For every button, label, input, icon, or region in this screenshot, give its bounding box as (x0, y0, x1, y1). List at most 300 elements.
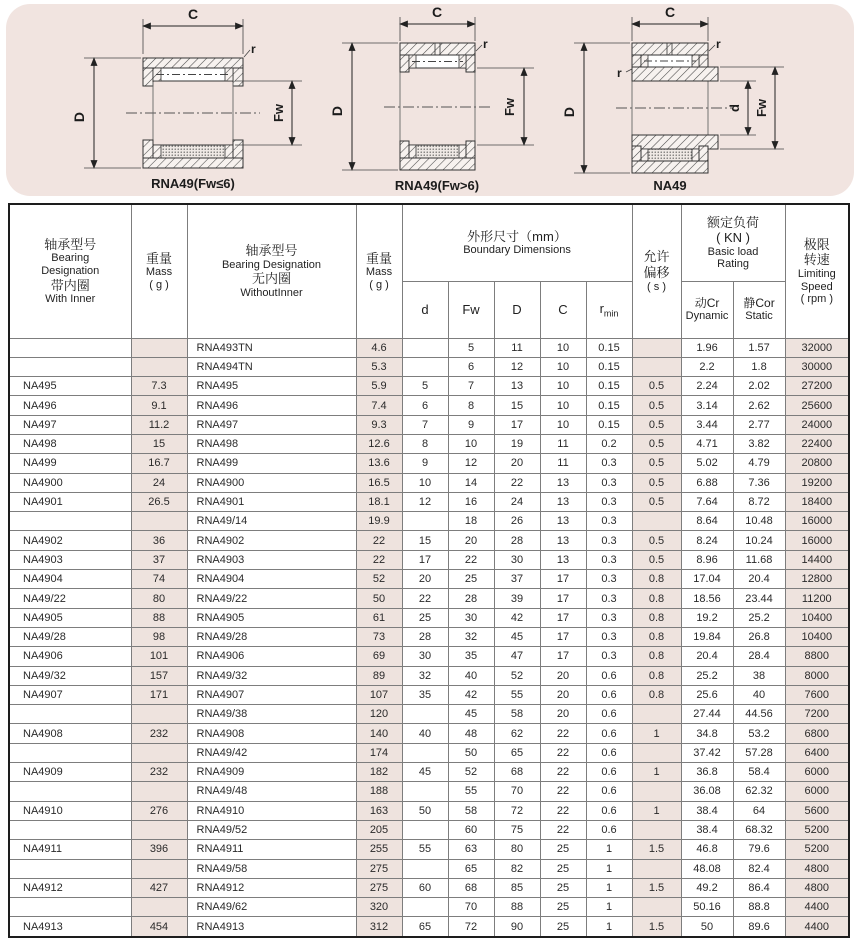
cell-mass-without-inner: 16.5 (356, 473, 402, 492)
cell-rmin: 0.3 (586, 647, 632, 666)
cell-cr-dynamic: 36.8 (681, 763, 733, 782)
cell-cr-dynamic: 36.08 (681, 782, 733, 801)
cell-s: 0.5 (632, 531, 681, 550)
cell-s: 0.8 (632, 570, 681, 589)
cell-d: 45 (402, 763, 448, 782)
cell-cor-static: 82.4 (733, 859, 785, 878)
cell-mass-with-inner: 36 (131, 531, 187, 550)
cell-fw: 6 (448, 357, 494, 376)
table-row (9, 589, 849, 608)
cell-with-inner: NA495 (9, 377, 131, 396)
cell-cr-dynamic: 50 (681, 917, 733, 937)
cell-mass-without-inner: 5.3 (356, 357, 402, 376)
cell-rmin: 0.3 (586, 589, 632, 608)
cell-mass-without-inner: 205 (356, 820, 402, 839)
cell-without-inner: RNA495 (187, 377, 356, 396)
cell-mass-without-inner: 50 (356, 589, 402, 608)
cell-d: 30 (402, 647, 448, 666)
cell-cr-dynamic: 18.56 (681, 589, 733, 608)
table-row (9, 396, 849, 415)
cell-C: 25 (540, 917, 586, 937)
table-row (9, 898, 849, 917)
cell-mass-without-inner: 275 (356, 859, 402, 878)
cell-cor-static: 57.28 (733, 743, 785, 762)
cell-without-inner: RNA4903 (187, 550, 356, 569)
cell-with-inner: NA4904 (9, 570, 131, 589)
header-mass-with-inner: 重量 Mass ( g ) (131, 204, 187, 338)
cell-fw: 30 (448, 608, 494, 627)
cell-C: 22 (540, 724, 586, 743)
cell-rpm: 10400 (785, 608, 849, 627)
cell-rmin: 0.3 (586, 512, 632, 531)
cell-mass-with-inner (131, 898, 187, 917)
header-boundary-dimensions: 外形尺寸（mm） Boundary Dimensions (402, 204, 632, 281)
cell-cr-dynamic: 4.71 (681, 434, 733, 453)
cell-with-inner: NA4905 (9, 608, 131, 627)
cell-cor-static: 64 (733, 801, 785, 820)
cell-without-inner: RNA493TN (187, 338, 356, 357)
cell-fw: 8 (448, 396, 494, 415)
cell-without-inner: RNA49/62 (187, 898, 356, 917)
cell-without-inner: RNA49/32 (187, 666, 356, 685)
cell-rpm: 25600 (785, 396, 849, 415)
cell-D: 17 (494, 415, 540, 434)
cell-C: 13 (540, 531, 586, 550)
cell-cr-dynamic: 2.24 (681, 377, 733, 396)
cell-rmin: 0.6 (586, 743, 632, 762)
dim-label-fw: Fw (502, 97, 517, 117)
cell-rpm: 32000 (785, 338, 849, 357)
cell-without-inner: RNA4902 (187, 531, 356, 550)
cell-with-inner: NA49/32 (9, 666, 131, 685)
cell-s: 0.5 (632, 434, 681, 453)
cell-fw: 70 (448, 898, 494, 917)
header-dim-fw: Fw (448, 281, 494, 338)
cell-fw: 63 (448, 840, 494, 859)
cell-C: 11 (540, 434, 586, 453)
cell-without-inner: RNA4904 (187, 570, 356, 589)
table-row (9, 377, 849, 396)
cell-C: 10 (540, 396, 586, 415)
cell-mass-without-inner: 163 (356, 801, 402, 820)
cell-rmin: 0.3 (586, 454, 632, 473)
cell-rpm: 27200 (785, 377, 849, 396)
cell-mass-with-inner: 15 (131, 434, 187, 453)
cell-C: 20 (540, 685, 586, 704)
cell-with-inner (9, 820, 131, 839)
dim-label-c: C (187, 6, 199, 22)
cell-D: 13 (494, 377, 540, 396)
cell-s: 0.8 (632, 627, 681, 646)
cell-cor-static: 62.32 (733, 782, 785, 801)
cell-d: 17 (402, 550, 448, 569)
cell-d: 28 (402, 627, 448, 646)
cell-D: 30 (494, 550, 540, 569)
cell-cor-static: 28.4 (733, 647, 785, 666)
table-row (9, 878, 849, 897)
cell-D: 15 (494, 396, 540, 415)
header-without-inner: 轴承型号 Bearing Designation 无内圈 WithoutInner (187, 204, 356, 338)
cell-without-inner: RNA498 (187, 434, 356, 453)
cell-fw: 35 (448, 647, 494, 666)
cell-without-inner: RNA49/42 (187, 743, 356, 762)
dim-label-r: r (483, 37, 488, 51)
cell-mass-with-inner (131, 859, 187, 878)
table-row (9, 415, 849, 434)
header-dim-C: C (540, 281, 586, 338)
cell-mass-with-inner: 16.7 (131, 454, 187, 473)
cell-C: 22 (540, 743, 586, 762)
cell-rmin: 0.3 (586, 473, 632, 492)
cell-D: 45 (494, 627, 540, 646)
cell-fw: 65 (448, 859, 494, 878)
cell-cr-dynamic: 27.44 (681, 705, 733, 724)
cell-C: 25 (540, 840, 586, 859)
cell-mass-without-inner: 9.3 (356, 415, 402, 434)
cell-rpm: 12800 (785, 570, 849, 589)
cell-C: 11 (540, 454, 586, 473)
cell-fw: 18 (448, 512, 494, 531)
cell-fw: 14 (448, 473, 494, 492)
cell-cor-static: 10.24 (733, 531, 785, 550)
cell-fw: 45 (448, 705, 494, 724)
cell-rpm: 10400 (785, 627, 849, 646)
cell-s (632, 338, 681, 357)
dim-label-d-outer: D (329, 105, 345, 117)
cell-with-inner (9, 705, 131, 724)
cell-mass-without-inner: 7.4 (356, 396, 402, 415)
cell-mass-with-inner: 454 (131, 917, 187, 937)
cell-cor-static: 25.2 (733, 608, 785, 627)
cell-cr-dynamic: 38.4 (681, 801, 733, 820)
cell-with-inner: NA4909 (9, 763, 131, 782)
cell-fw: 40 (448, 666, 494, 685)
cell-D: 62 (494, 724, 540, 743)
cell-s (632, 743, 681, 762)
cell-cor-static: 2.02 (733, 377, 785, 396)
cell-cor-static: 44.56 (733, 705, 785, 724)
cell-with-inner: NA4913 (9, 917, 131, 937)
cell-without-inner: RNA499 (187, 454, 356, 473)
cell-D: 20 (494, 454, 540, 473)
cell-C: 25 (540, 859, 586, 878)
cell-without-inner: RNA49/14 (187, 512, 356, 531)
table-row (9, 840, 849, 859)
cell-with-inner: NA4900 (9, 473, 131, 492)
cell-mass-without-inner: 52 (356, 570, 402, 589)
table-row (9, 647, 849, 666)
cell-mass-with-inner: 232 (131, 724, 187, 743)
cell-with-inner: NA4912 (9, 878, 131, 897)
cell-mass-without-inner: 61 (356, 608, 402, 627)
cell-D: 58 (494, 705, 540, 724)
cell-fw: 9 (448, 415, 494, 434)
cell-mass-without-inner: 120 (356, 705, 402, 724)
cell-without-inner: RNA49/28 (187, 627, 356, 646)
cell-cor-static: 10.48 (733, 512, 785, 531)
cell-with-inner: NA49/28 (9, 627, 131, 646)
header-dim-D: D (494, 281, 540, 338)
cell-without-inner: RNA4906 (187, 647, 356, 666)
header-with-inner: 轴承型号 Bearing Designation 带内圈 With Inner (9, 204, 131, 338)
cell-mass-without-inner: 4.6 (356, 338, 402, 357)
cell-rpm: 4800 (785, 878, 849, 897)
diagram-caption-rna49-large: RNA49(Fw>6) (394, 178, 480, 193)
cell-d: 35 (402, 685, 448, 704)
cell-rpm: 5200 (785, 840, 849, 859)
cell-without-inner: RNA49/48 (187, 782, 356, 801)
cell-D: 47 (494, 647, 540, 666)
cell-rpm: 6000 (785, 763, 849, 782)
cell-D: 80 (494, 840, 540, 859)
cell-with-inner: NA4901 (9, 492, 131, 511)
table-row (9, 570, 849, 589)
cell-rmin: 0.3 (586, 531, 632, 550)
cell-cr-dynamic: 17.04 (681, 570, 733, 589)
table-row (9, 724, 849, 743)
cell-rmin: 1 (586, 859, 632, 878)
cell-rmin: 0.6 (586, 705, 632, 724)
cell-d: 8 (402, 434, 448, 453)
table-row (9, 820, 849, 839)
cell-s: 0.5 (632, 550, 681, 569)
cell-cr-dynamic: 49.2 (681, 878, 733, 897)
table-row (9, 473, 849, 492)
cell-s: 0.8 (632, 647, 681, 666)
cell-rpm: 6800 (785, 724, 849, 743)
cell-cr-dynamic: 7.64 (681, 492, 733, 511)
cell-mass-with-inner: 396 (131, 840, 187, 859)
cell-s (632, 859, 681, 878)
cell-D: 85 (494, 878, 540, 897)
cell-fw: 32 (448, 627, 494, 646)
cell-d (402, 338, 448, 357)
table-row (9, 743, 849, 762)
table-body (9, 338, 849, 937)
cell-C: 13 (540, 512, 586, 531)
dim-label-d-outer: D (561, 106, 577, 118)
cell-rpm: 7200 (785, 705, 849, 724)
cell-d: 5 (402, 377, 448, 396)
cell-rpm: 4800 (785, 859, 849, 878)
cell-C: 13 (540, 473, 586, 492)
cell-mass-with-inner (131, 512, 187, 531)
cell-with-inner: NA4911 (9, 840, 131, 859)
cell-rpm: 20800 (785, 454, 849, 473)
cell-mass-without-inner: 188 (356, 782, 402, 801)
cell-rmin: 0.15 (586, 357, 632, 376)
cell-fw: 12 (448, 454, 494, 473)
cell-cr-dynamic: 8.64 (681, 512, 733, 531)
cell-mass-with-inner (131, 820, 187, 839)
cell-mass-with-inner (131, 705, 187, 724)
cell-C: 10 (540, 357, 586, 376)
cell-D: 42 (494, 608, 540, 627)
cell-rpm: 6400 (785, 743, 849, 762)
cell-s: 0.8 (632, 589, 681, 608)
cell-without-inner: RNA4910 (187, 801, 356, 820)
cell-mass-with-inner: 7.3 (131, 377, 187, 396)
cell-cor-static: 58.4 (733, 763, 785, 782)
cell-d (402, 898, 448, 917)
table-row (9, 338, 849, 357)
cell-C: 17 (540, 647, 586, 666)
header-misalignment: 允许 偏移 ( s ) (632, 204, 681, 338)
cell-cor-static: 79.6 (733, 840, 785, 859)
cell-rmin: 0.6 (586, 763, 632, 782)
cell-cr-dynamic: 8.96 (681, 550, 733, 569)
cell-D: 65 (494, 743, 540, 762)
cell-D: 90 (494, 917, 540, 937)
cell-rmin: 0.6 (586, 820, 632, 839)
cell-without-inner: RNA49/52 (187, 820, 356, 839)
cell-mass-without-inner: 69 (356, 647, 402, 666)
cell-C: 22 (540, 801, 586, 820)
cell-D: 70 (494, 782, 540, 801)
cell-cor-static: 26.8 (733, 627, 785, 646)
cell-fw: 16 (448, 492, 494, 511)
cell-without-inner: RNA49/58 (187, 859, 356, 878)
cell-rpm: 6000 (785, 782, 849, 801)
dim-label-d-outer: D (71, 111, 87, 123)
cell-rpm: 7600 (785, 685, 849, 704)
cell-mass-with-inner: 80 (131, 589, 187, 608)
cell-s (632, 898, 681, 917)
cell-without-inner: RNA4905 (187, 608, 356, 627)
cell-C: 13 (540, 550, 586, 569)
table-row (9, 917, 849, 937)
cell-D: 37 (494, 570, 540, 589)
table-row (9, 512, 849, 531)
cell-without-inner: RNA4900 (187, 473, 356, 492)
table-row (9, 763, 849, 782)
cell-cr-dynamic: 20.4 (681, 647, 733, 666)
cell-D: 11 (494, 338, 540, 357)
table-row (9, 357, 849, 376)
cell-cor-static: 53.2 (733, 724, 785, 743)
cell-mass-without-inner: 312 (356, 917, 402, 937)
cell-with-inner (9, 512, 131, 531)
cell-with-inner: NA497 (9, 415, 131, 434)
cell-mass-with-inner: 74 (131, 570, 187, 589)
cell-C: 17 (540, 627, 586, 646)
cell-cor-static: 2.77 (733, 415, 785, 434)
cell-s (632, 512, 681, 531)
cell-rpm: 30000 (785, 357, 849, 376)
cell-d: 15 (402, 531, 448, 550)
cell-s: 1 (632, 724, 681, 743)
cell-mass-with-inner: 171 (131, 685, 187, 704)
cell-mass-with-inner: 101 (131, 647, 187, 666)
cell-without-inner: RNA497 (187, 415, 356, 434)
cell-d (402, 782, 448, 801)
cell-fw: 52 (448, 763, 494, 782)
cell-C: 22 (540, 782, 586, 801)
cell-D: 39 (494, 589, 540, 608)
cell-without-inner: RNA49/38 (187, 705, 356, 724)
cell-mass-with-inner: 98 (131, 627, 187, 646)
cell-mass-with-inner: 24 (131, 473, 187, 492)
cell-without-inner: RNA4911 (187, 840, 356, 859)
cell-C: 22 (540, 763, 586, 782)
header-dynamic-load: 动Cr Dynamic (681, 281, 733, 338)
cell-rmin: 0.6 (586, 782, 632, 801)
cell-s: 0.8 (632, 666, 681, 685)
cell-rpm: 4400 (785, 917, 849, 937)
cell-rmin: 0.2 (586, 434, 632, 453)
diagram-rna49-large (329, 4, 534, 193)
cell-D: 28 (494, 531, 540, 550)
cell-rpm: 18400 (785, 492, 849, 511)
cell-without-inner: RNA4913 (187, 917, 356, 937)
cell-s (632, 357, 681, 376)
cell-rpm: 5200 (785, 820, 849, 839)
cell-d: 12 (402, 492, 448, 511)
cell-C: 10 (540, 377, 586, 396)
cell-cr-dynamic: 19.84 (681, 627, 733, 646)
cell-d: 7 (402, 415, 448, 434)
cell-rmin: 0.15 (586, 396, 632, 415)
cell-mass-with-inner: 276 (131, 801, 187, 820)
cell-mass-without-inner: 5.9 (356, 377, 402, 396)
cell-cr-dynamic: 37.42 (681, 743, 733, 762)
cell-rmin: 0.3 (586, 550, 632, 569)
header-dim-d: d (402, 281, 448, 338)
cell-mass-without-inner: 12.6 (356, 434, 402, 453)
cell-cor-static: 86.4 (733, 878, 785, 897)
cell-D: 24 (494, 492, 540, 511)
header-basic-load-rating: 额定负荷 ( KN ) Basic load Rating (681, 204, 785, 281)
cell-d: 55 (402, 840, 448, 859)
cell-rmin: 0.15 (586, 377, 632, 396)
cell-cor-static: 40 (733, 685, 785, 704)
cell-cr-dynamic: 46.8 (681, 840, 733, 859)
cell-fw: 42 (448, 685, 494, 704)
table-row (9, 550, 849, 569)
cell-fw: 25 (448, 570, 494, 589)
cell-with-inner (9, 743, 131, 762)
cell-d (402, 820, 448, 839)
cell-d (402, 743, 448, 762)
cell-cr-dynamic: 48.08 (681, 859, 733, 878)
dim-label-r: r (251, 42, 256, 56)
header-dim-rmin: $r_{min}$ (586, 281, 632, 338)
cell-d: 20 (402, 570, 448, 589)
cell-d (402, 512, 448, 531)
cell-rmin: 0.15 (586, 338, 632, 357)
cell-fw: 22 (448, 550, 494, 569)
cell-without-inner: RNA4907 (187, 685, 356, 704)
cell-rmin: 0.3 (586, 627, 632, 646)
table-row (9, 685, 849, 704)
cell-mass-without-inner: 73 (356, 627, 402, 646)
cell-rmin: 0.6 (586, 801, 632, 820)
cell-fw: 28 (448, 589, 494, 608)
cell-s: 0.5 (632, 492, 681, 511)
cell-rmin: 1 (586, 898, 632, 917)
cell-with-inner (9, 357, 131, 376)
diagram-rna49-small (71, 6, 302, 191)
cell-cor-static: 3.82 (733, 434, 785, 453)
diagram-caption-rna49-small: RNA49(Fw≤6) (151, 176, 235, 191)
cell-mass-with-inner: 427 (131, 878, 187, 897)
cell-rpm: 14400 (785, 550, 849, 569)
cell-s: 1.5 (632, 878, 681, 897)
table-row (9, 608, 849, 627)
cell-s: 0.5 (632, 377, 681, 396)
cell-mass-without-inner: 182 (356, 763, 402, 782)
cell-without-inner: RNA4909 (187, 763, 356, 782)
